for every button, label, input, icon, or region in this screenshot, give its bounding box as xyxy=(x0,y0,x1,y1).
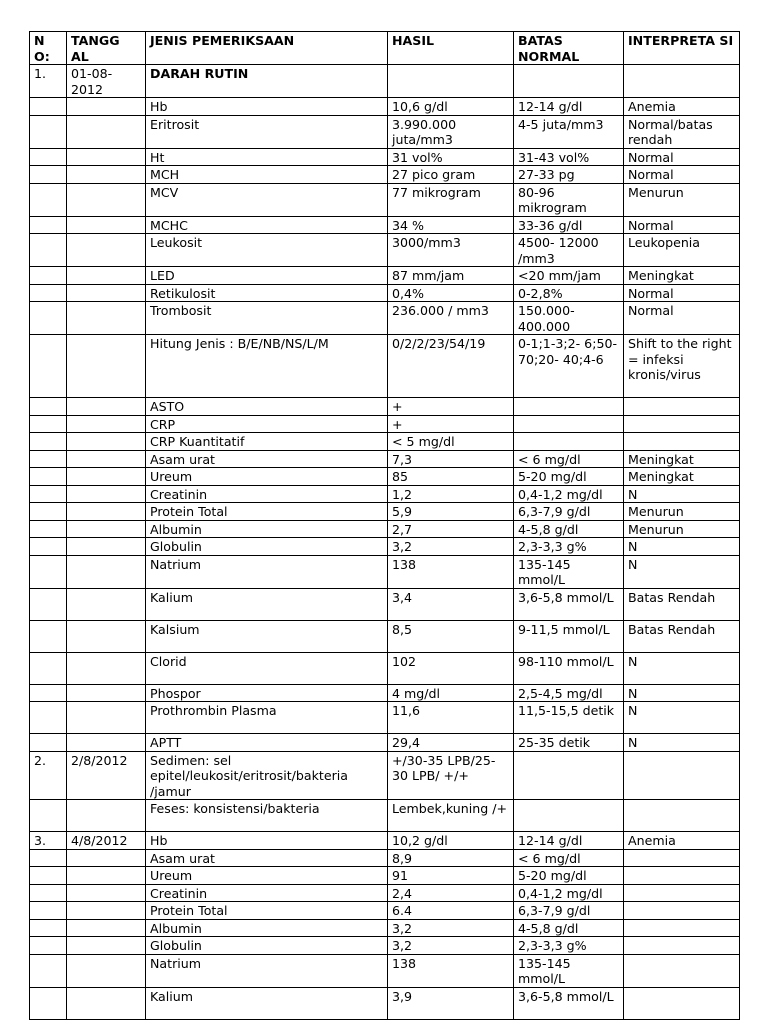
table-row xyxy=(30,800,740,832)
table-row xyxy=(30,684,740,702)
cell-jenis-pemeriksaan: Clorid xyxy=(146,652,388,684)
cell-batas-normal: 0,4-1,2 mg/dl xyxy=(514,884,624,902)
cell-no xyxy=(30,450,67,468)
cell-hasil: 8,9 xyxy=(388,849,514,867)
cell-tanggal xyxy=(67,734,146,752)
table-row xyxy=(30,65,740,98)
cell-interpretasi: Leukopenia xyxy=(624,234,740,267)
cell-tanggal xyxy=(67,884,146,902)
cell-batas-normal: 3,6-5,8 mmol/L xyxy=(514,987,624,1019)
cell-hasil: 138 xyxy=(388,954,514,987)
cell-batas-normal xyxy=(514,398,624,416)
cell-tanggal xyxy=(67,433,146,451)
cell-hasil: 3,4 xyxy=(388,588,514,620)
cell-no xyxy=(30,620,67,652)
cell-batas-normal: 0,4-1,2 mg/dl xyxy=(514,485,624,503)
header-tanggal: TANGG AL xyxy=(67,32,146,65)
cell-interpretasi: Normal xyxy=(624,148,740,166)
cell-no xyxy=(30,234,67,267)
cell-interpretasi: Normal xyxy=(624,166,740,184)
cell-tanggal: 4/8/2012 xyxy=(67,832,146,850)
cell-tanggal xyxy=(67,284,146,302)
cell-jenis-pemeriksaan: Protein Total xyxy=(146,503,388,521)
cell-interpretasi: N xyxy=(624,652,740,684)
cell-batas-normal: 2,3-3,3 g% xyxy=(514,937,624,955)
cell-interpretasi: Normal xyxy=(624,284,740,302)
table-row xyxy=(30,267,740,285)
cell-jenis-pemeriksaan: Hitung Jenis : B/E/NB/NS/L/M xyxy=(146,335,388,398)
table-row xyxy=(30,183,740,216)
cell-interpretasi: Shift to the right = infeksi kronis/virus xyxy=(624,335,740,398)
cell-batas-normal: 135-145 mmol/L xyxy=(514,555,624,588)
cell-interpretasi: Menurun xyxy=(624,503,740,521)
cell-tanggal xyxy=(67,302,146,335)
cell-jenis-pemeriksaan: Eritrosit xyxy=(146,115,388,148)
cell-batas-normal: 135-145 mmol/L xyxy=(514,954,624,987)
table-row xyxy=(30,433,740,451)
cell-batas-normal: <20 mm/jam xyxy=(514,267,624,285)
cell-tanggal xyxy=(67,183,146,216)
cell-interpretasi xyxy=(624,919,740,937)
cell-hasil: 6.4 xyxy=(388,902,514,920)
cell-tanggal xyxy=(67,267,146,285)
cell-batas-normal xyxy=(514,65,624,98)
cell-no xyxy=(30,216,67,234)
cell-interpretasi: N xyxy=(624,555,740,588)
cell-interpretasi: Meningkat xyxy=(624,267,740,285)
cell-interpretasi: Normal/batas rendah xyxy=(624,115,740,148)
cell-hasil: + xyxy=(388,398,514,416)
table-row xyxy=(30,555,740,588)
cell-interpretasi xyxy=(624,902,740,920)
cell-jenis-pemeriksaan: Phospor xyxy=(146,684,388,702)
cell-tanggal xyxy=(67,555,146,588)
cell-batas-normal: < 6 mg/dl xyxy=(514,849,624,867)
cell-interpretasi xyxy=(624,849,740,867)
cell-interpretasi: N xyxy=(624,734,740,752)
cell-hasil: 77 mikrogram xyxy=(388,183,514,216)
table-row xyxy=(30,335,740,398)
cell-hasil xyxy=(388,65,514,98)
table-row xyxy=(30,302,740,335)
cell-jenis-pemeriksaan: Albumin xyxy=(146,520,388,538)
cell-batas-normal: 3,6-5,8 mmol/L xyxy=(514,588,624,620)
cell-batas-normal: 4-5,8 g/dl xyxy=(514,919,624,937)
cell-hasil: 3,2 xyxy=(388,538,514,556)
cell-no xyxy=(30,538,67,556)
header-no: N O: xyxy=(30,32,67,65)
table-row xyxy=(30,520,740,538)
cell-no xyxy=(30,183,67,216)
table-row xyxy=(30,98,740,116)
cell-hasil: 10,2 g/dl xyxy=(388,832,514,850)
cell-jenis-pemeriksaan: Leukosit xyxy=(146,234,388,267)
cell-no xyxy=(30,702,67,734)
cell-no xyxy=(30,902,67,920)
table-row xyxy=(30,937,740,955)
cell-jenis-pemeriksaan: CRP Kuantitatif xyxy=(146,433,388,451)
cell-interpretasi: N xyxy=(624,702,740,734)
cell-no xyxy=(30,652,67,684)
table-row xyxy=(30,415,740,433)
cell-tanggal xyxy=(67,98,146,116)
table-row xyxy=(30,115,740,148)
table-row xyxy=(30,588,740,620)
cell-batas-normal: 98-110 mmol/L xyxy=(514,652,624,684)
cell-hasil: 236.000 / mm3 xyxy=(388,302,514,335)
cell-hasil: 29,4 xyxy=(388,734,514,752)
cell-interpretasi xyxy=(624,987,740,1019)
cell-batas-normal xyxy=(514,415,624,433)
table-row xyxy=(30,751,740,800)
cell-batas-normal: 80-96 mikrogram xyxy=(514,183,624,216)
cell-batas-normal: 4500- 12000 /mm3 xyxy=(514,234,624,267)
cell-jenis-pemeriksaan: APTT xyxy=(146,734,388,752)
cell-hasil: 1,2 xyxy=(388,485,514,503)
cell-no xyxy=(30,919,67,937)
cell-no xyxy=(30,485,67,503)
cell-jenis-pemeriksaan: Natrium xyxy=(146,555,388,588)
cell-batas-normal: 9-11,5 mmol/L xyxy=(514,620,624,652)
cell-jenis-pemeriksaan: Retikulosit xyxy=(146,284,388,302)
cell-tanggal: 01-08- 2012 xyxy=(67,65,146,98)
cell-batas-normal: 11,5-15,5 detik xyxy=(514,702,624,734)
cell-no xyxy=(30,800,67,832)
cell-hasil: 3000/mm3 xyxy=(388,234,514,267)
cell-batas-normal: 0-2,8% xyxy=(514,284,624,302)
cell-interpretasi: Batas Rendah xyxy=(624,588,740,620)
cell-interpretasi xyxy=(624,954,740,987)
cell-no xyxy=(30,302,67,335)
cell-tanggal xyxy=(67,954,146,987)
cell-jenis-pemeriksaan: Albumin xyxy=(146,919,388,937)
cell-tanggal xyxy=(67,937,146,955)
table-row xyxy=(30,884,740,902)
cell-interpretasi: N xyxy=(624,538,740,556)
cell-tanggal xyxy=(67,166,146,184)
cell-no xyxy=(30,415,67,433)
cell-no xyxy=(30,267,67,285)
table-row xyxy=(30,485,740,503)
table-row xyxy=(30,284,740,302)
header-jenis-pemeriksaan: JENIS PEMERIKSAAN xyxy=(146,32,388,65)
cell-no xyxy=(30,520,67,538)
table-row xyxy=(30,734,740,752)
cell-batas-normal: 33-36 g/dl xyxy=(514,216,624,234)
cell-jenis-pemeriksaan: Feses: konsistensi/bakteria xyxy=(146,800,388,832)
cell-no xyxy=(30,98,67,116)
cell-interpretasi xyxy=(624,800,740,832)
cell-tanggal xyxy=(67,216,146,234)
cell-hasil: 34 % xyxy=(388,216,514,234)
cell-hasil: Lembek,kuning /+ xyxy=(388,800,514,832)
cell-tanggal xyxy=(67,503,146,521)
cell-batas-normal: 5-20 mg/dl xyxy=(514,468,624,486)
table-row xyxy=(30,538,740,556)
cell-tanggal xyxy=(67,415,146,433)
cell-hasil: 91 xyxy=(388,867,514,885)
cell-no xyxy=(30,284,67,302)
cell-jenis-pemeriksaan: Ht xyxy=(146,148,388,166)
cell-hasil: 7,3 xyxy=(388,450,514,468)
cell-no: 3. xyxy=(30,832,67,850)
cell-hasil: < 5 mg/dl xyxy=(388,433,514,451)
table-row xyxy=(30,468,740,486)
cell-hasil: 4 mg/dl xyxy=(388,684,514,702)
cell-tanggal xyxy=(67,398,146,416)
cell-no xyxy=(30,734,67,752)
cell-interpretasi xyxy=(624,751,740,800)
cell-hasil: 3,2 xyxy=(388,937,514,955)
cell-interpretasi xyxy=(624,398,740,416)
cell-hasil: 2,4 xyxy=(388,884,514,902)
cell-jenis-pemeriksaan: MCH xyxy=(146,166,388,184)
cell-batas-normal: 5-20 mg/dl xyxy=(514,867,624,885)
header-interpretasi: INTERPRETA SI xyxy=(624,32,740,65)
cell-interpretasi xyxy=(624,65,740,98)
cell-jenis-pemeriksaan: Asam urat xyxy=(146,849,388,867)
cell-tanggal xyxy=(67,652,146,684)
cell-tanggal xyxy=(67,485,146,503)
cell-no xyxy=(30,468,67,486)
cell-interpretasi xyxy=(624,884,740,902)
cell-tanggal xyxy=(67,115,146,148)
cell-interpretasi xyxy=(624,937,740,955)
cell-no xyxy=(30,684,67,702)
cell-jenis-pemeriksaan: Globulin xyxy=(146,937,388,955)
cell-interpretasi: N xyxy=(624,485,740,503)
cell-hasil: 0/2/2/23/54/19 xyxy=(388,335,514,398)
cell-hasil: 3,2 xyxy=(388,919,514,937)
table-row xyxy=(30,954,740,987)
cell-batas-normal: 25-35 detik xyxy=(514,734,624,752)
cell-batas-normal: 0-1;1-3;2- 6;50-70;20- 40;4-6 xyxy=(514,335,624,398)
cell-no xyxy=(30,937,67,955)
cell-tanggal xyxy=(67,538,146,556)
cell-batas-normal: < 6 mg/dl xyxy=(514,450,624,468)
cell-jenis-pemeriksaan: Kalsium xyxy=(146,620,388,652)
table-row xyxy=(30,919,740,937)
cell-tanggal xyxy=(67,684,146,702)
header-hasil: HASIL xyxy=(388,32,514,65)
cell-tanggal xyxy=(67,450,146,468)
cell-interpretasi xyxy=(624,415,740,433)
cell-jenis-pemeriksaan: DARAH RUTIN xyxy=(146,65,388,98)
table-row xyxy=(30,832,740,850)
cell-hasil: 2,7 xyxy=(388,520,514,538)
cell-hasil: 3.990.000 juta/mm3 xyxy=(388,115,514,148)
cell-batas-normal: 2,3-3,3 g% xyxy=(514,538,624,556)
cell-batas-normal: 12-14 g/dl xyxy=(514,832,624,850)
cell-no xyxy=(30,849,67,867)
cell-hasil: 138 xyxy=(388,555,514,588)
cell-batas-normal: 6,3-7,9 g/dl xyxy=(514,902,624,920)
cell-batas-normal: 4-5 juta/mm3 xyxy=(514,115,624,148)
table-row xyxy=(30,987,740,1019)
cell-hasil: 3,9 xyxy=(388,987,514,1019)
cell-no xyxy=(30,555,67,588)
cell-tanggal xyxy=(67,902,146,920)
cell-jenis-pemeriksaan: MCV xyxy=(146,183,388,216)
table-row xyxy=(30,849,740,867)
cell-tanggal xyxy=(67,520,146,538)
cell-no xyxy=(30,433,67,451)
cell-batas-normal: 150.000- 400.000 xyxy=(514,302,624,335)
table-body xyxy=(30,65,740,1020)
cell-no xyxy=(30,398,67,416)
cell-batas-normal: 2,5-4,5 mg/dl xyxy=(514,684,624,702)
cell-hasil: 11,6 xyxy=(388,702,514,734)
cell-jenis-pemeriksaan: Prothrombin Plasma xyxy=(146,702,388,734)
cell-jenis-pemeriksaan: Natrium xyxy=(146,954,388,987)
cell-hasil: + xyxy=(388,415,514,433)
cell-tanggal xyxy=(67,849,146,867)
cell-jenis-pemeriksaan: Trombosit xyxy=(146,302,388,335)
cell-batas-normal xyxy=(514,433,624,451)
cell-batas-normal: 12-14 g/dl xyxy=(514,98,624,116)
cell-interpretasi: Anemia xyxy=(624,98,740,116)
cell-tanggal xyxy=(67,468,146,486)
cell-tanggal xyxy=(67,800,146,832)
cell-interpretasi: Menurun xyxy=(624,183,740,216)
cell-hasil: 102 xyxy=(388,652,514,684)
cell-hasil: 87 mm/jam xyxy=(388,267,514,285)
cell-jenis-pemeriksaan: Sedimen: sel epitel/leukosit/eritrosit/bakteria /jamur xyxy=(146,751,388,800)
cell-batas-normal: 6,3-7,9 g/dl xyxy=(514,503,624,521)
cell-tanggal xyxy=(67,867,146,885)
table-row xyxy=(30,503,740,521)
cell-tanggal xyxy=(67,335,146,398)
cell-no xyxy=(30,115,67,148)
cell-tanggal xyxy=(67,148,146,166)
table-row xyxy=(30,902,740,920)
cell-interpretasi: Batas Rendah xyxy=(624,620,740,652)
cell-no xyxy=(30,867,67,885)
cell-jenis-pemeriksaan: MCHC xyxy=(146,216,388,234)
table-row xyxy=(30,148,740,166)
table-row xyxy=(30,216,740,234)
cell-jenis-pemeriksaan: Hb xyxy=(146,98,388,116)
cell-interpretasi: Normal xyxy=(624,216,740,234)
cell-interpretasi: Normal xyxy=(624,302,740,335)
table-row xyxy=(30,166,740,184)
lab-results-table xyxy=(29,31,740,1020)
cell-jenis-pemeriksaan: LED xyxy=(146,267,388,285)
cell-hasil: 10,6 g/dl xyxy=(388,98,514,116)
cell-no xyxy=(30,987,67,1019)
cell-interpretasi: N xyxy=(624,684,740,702)
cell-jenis-pemeriksaan: Globulin xyxy=(146,538,388,556)
table-row xyxy=(30,702,740,734)
table-row xyxy=(30,620,740,652)
cell-no: 2. xyxy=(30,751,67,800)
cell-jenis-pemeriksaan: Ureum xyxy=(146,867,388,885)
cell-jenis-pemeriksaan: Kalium xyxy=(146,987,388,1019)
cell-hasil: 27 pico gram xyxy=(388,166,514,184)
cell-tanggal xyxy=(67,620,146,652)
cell-jenis-pemeriksaan: CRP xyxy=(146,415,388,433)
cell-no xyxy=(30,335,67,398)
cell-tanggal xyxy=(67,987,146,1019)
cell-tanggal xyxy=(67,919,146,937)
cell-tanggal xyxy=(67,702,146,734)
cell-jenis-pemeriksaan: Creatinin xyxy=(146,884,388,902)
table-row xyxy=(30,398,740,416)
cell-jenis-pemeriksaan: Kalium xyxy=(146,588,388,620)
cell-jenis-pemeriksaan: Hb xyxy=(146,832,388,850)
table-row xyxy=(30,652,740,684)
cell-interpretasi xyxy=(624,867,740,885)
cell-interpretasi: Menurun xyxy=(624,520,740,538)
cell-no xyxy=(30,166,67,184)
cell-interpretasi: Meningkat xyxy=(624,468,740,486)
cell-hasil: 5,9 xyxy=(388,503,514,521)
table-row xyxy=(30,450,740,468)
cell-batas-normal: 31-43 vol% xyxy=(514,148,624,166)
cell-tanggal xyxy=(67,588,146,620)
cell-hasil: 85 xyxy=(388,468,514,486)
cell-no xyxy=(30,954,67,987)
cell-batas-normal xyxy=(514,800,624,832)
cell-batas-normal: 27-33 pg xyxy=(514,166,624,184)
header-row xyxy=(30,32,740,65)
cell-no xyxy=(30,884,67,902)
cell-batas-normal xyxy=(514,751,624,800)
cell-no xyxy=(30,588,67,620)
cell-hasil: +/30-35 LPB/25-30 LPB/ +/+ xyxy=(388,751,514,800)
cell-jenis-pemeriksaan: Ureum xyxy=(146,468,388,486)
cell-jenis-pemeriksaan: Protein Total xyxy=(146,902,388,920)
cell-interpretasi xyxy=(624,433,740,451)
cell-interpretasi: Anemia xyxy=(624,832,740,850)
table-row xyxy=(30,234,740,267)
cell-jenis-pemeriksaan: ASTO xyxy=(146,398,388,416)
header-batas-normal: BATAS NORMAL xyxy=(514,32,624,65)
cell-tanggal xyxy=(67,234,146,267)
cell-hasil: 31 vol% xyxy=(388,148,514,166)
cell-no: 1. xyxy=(30,65,67,98)
cell-jenis-pemeriksaan: Asam urat xyxy=(146,450,388,468)
cell-hasil: 0,4% xyxy=(388,284,514,302)
cell-tanggal: 2/8/2012 xyxy=(67,751,146,800)
cell-jenis-pemeriksaan: Creatinin xyxy=(146,485,388,503)
cell-no xyxy=(30,148,67,166)
table-row xyxy=(30,867,740,885)
cell-no xyxy=(30,503,67,521)
cell-interpretasi: Meningkat xyxy=(624,450,740,468)
cell-batas-normal: 4-5,8 g/dl xyxy=(514,520,624,538)
cell-hasil: 8,5 xyxy=(388,620,514,652)
